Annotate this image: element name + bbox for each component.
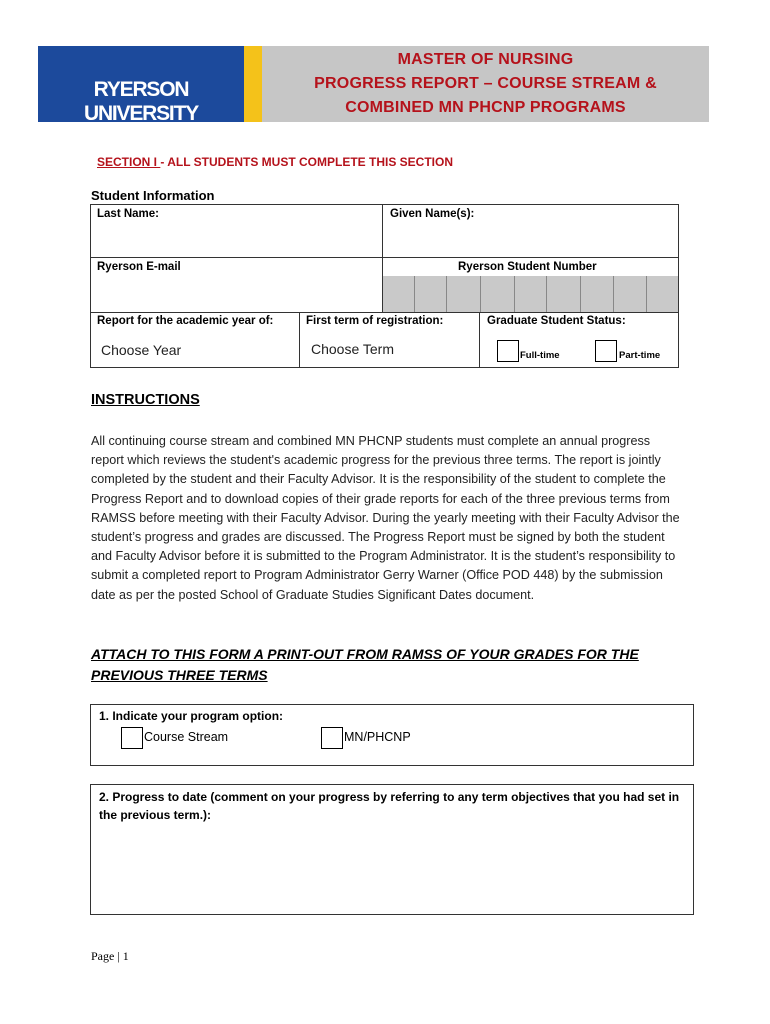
program-option-label: 1. Indicate your program option: bbox=[99, 709, 284, 723]
document-title-banner bbox=[262, 46, 709, 122]
attach-notice: ATTACH TO THIS FORM A PRINT-OUT FROM RAMSS OF YOUR GRADES FOR THE PREVIOUS THREE TERMS bbox=[91, 646, 639, 683]
digit-cell[interactable] bbox=[547, 276, 581, 312]
progress-to-date-field[interactable] bbox=[92, 827, 692, 913]
section-description: - ALL STUDENTS MUST COMPLETE THIS SECTION bbox=[160, 155, 454, 169]
mn-phcnp-checkbox[interactable] bbox=[321, 727, 343, 749]
last-name-label: Last Name: bbox=[97, 208, 159, 220]
digit-cell[interactable] bbox=[415, 276, 447, 312]
title-line-2: PROGRESS REPORT – COURSE STREAM & bbox=[314, 75, 657, 92]
full-time-checkbox[interactable] bbox=[497, 340, 519, 362]
student-info-table bbox=[90, 204, 679, 368]
part-time-checkbox[interactable] bbox=[595, 340, 617, 362]
page-number: Page | 1 bbox=[91, 949, 129, 963]
given-names-label: Given Name(s): bbox=[390, 208, 475, 220]
digit-cell[interactable] bbox=[614, 276, 647, 312]
instructions-body: All continuing course stream and combined MN PHCNP students must complete an annual progress report which reviews the student's academic progress for the previous three terms. The report is jointly completed by the student and their Faculty Advisor. It is the responsibility of the student to complete the Progress Report and to download copies of their grade reports for each of the three previous terms from RAMSS before meeting with their Faculty Advisor. During the yearly meeting with their Faculty Advisor the student’s progress and grades are discussed. The Progress Report must be signed by both the student and Faculty Advisor before it is submitted to the Program Administrator. It is the student’s responsibility to submit a completed report to Program Administrator Gerry Warner (Office POD 448) by the submission date as per the posted School of Graduate Studies Significant Dates document. bbox=[91, 434, 680, 602]
given-names-field[interactable] bbox=[384, 222, 677, 256]
title-line-1: MASTER OF NURSING bbox=[397, 51, 574, 68]
program-option-box bbox=[90, 704, 694, 766]
digit-cell[interactable] bbox=[481, 276, 515, 312]
course-stream-label: Course Stream bbox=[144, 730, 229, 744]
email-field[interactable] bbox=[91, 276, 381, 311]
status-label: Graduate Student Status: bbox=[487, 315, 626, 327]
course-stream-checkbox[interactable] bbox=[121, 727, 143, 749]
digit-cell[interactable] bbox=[447, 276, 481, 312]
digit-cell[interactable] bbox=[581, 276, 614, 312]
section-label bbox=[97, 155, 453, 169]
title-line-3: COMBINED MN PHCNP PROGRAMS bbox=[345, 99, 626, 116]
student-info-heading: Student Information bbox=[91, 188, 215, 203]
progress-to-date-label: 2. Progress to date (comment on your progress by referring to any term objectives that you had set in the previous term.): bbox=[99, 790, 680, 822]
digit-cell[interactable] bbox=[515, 276, 547, 312]
ryerson-logo-text: RYERSON UNIVERSITY bbox=[83, 78, 199, 125]
section-number: SECTION I bbox=[97, 155, 161, 169]
full-time-label: Full-time bbox=[520, 350, 560, 361]
academic-year-select[interactable]: Choose Year bbox=[101, 342, 182, 358]
email-label: Ryerson E-mail bbox=[97, 261, 181, 273]
mn-phcnp-label: MN/PHCNP bbox=[344, 730, 411, 744]
last-name-field[interactable] bbox=[91, 222, 381, 256]
part-time-label: Part-time bbox=[619, 350, 661, 361]
student-number-field[interactable] bbox=[383, 276, 678, 312]
instructions-heading: INSTRUCTIONS bbox=[91, 392, 200, 408]
first-term-label: First term of registration: bbox=[306, 315, 444, 327]
student-number-label: Ryerson Student Number bbox=[458, 261, 597, 273]
progress-to-date-box bbox=[90, 784, 694, 915]
first-term-select[interactable]: Choose Term bbox=[311, 341, 395, 357]
digit-cell[interactable] bbox=[647, 276, 678, 312]
digit-cell[interactable] bbox=[383, 276, 415, 312]
academic-year-label: Report for the academic year of: bbox=[97, 315, 274, 327]
logo-gold-stripe bbox=[244, 46, 262, 122]
